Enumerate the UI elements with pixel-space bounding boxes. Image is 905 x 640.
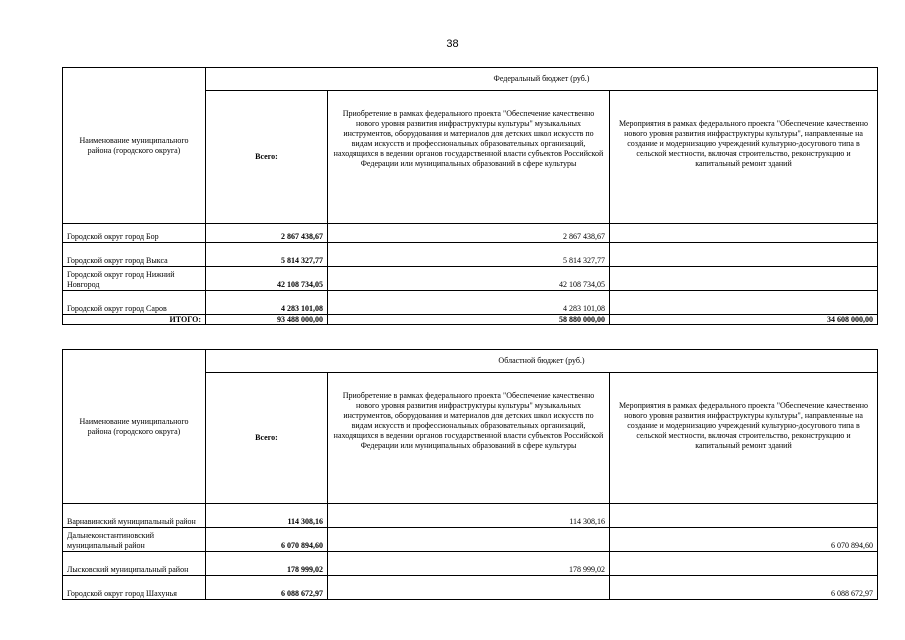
- row-name: Лысковский муниципальный район: [63, 552, 206, 576]
- total-sum: 93 488 000,00: [206, 315, 328, 325]
- column-header-name: Наименование муниципального района (городского округа): [63, 350, 206, 504]
- row-rural: 6 088 672,97: [610, 576, 878, 600]
- row-total: 6 070 894,60: [206, 528, 328, 552]
- row-name: Городской округ город Нижний Новгород: [63, 267, 206, 291]
- row-instruments: 5 814 327,77: [328, 243, 610, 267]
- column-header-name: Наименование муниципального района (городского округа): [63, 68, 206, 224]
- row-instruments: [328, 576, 610, 600]
- row-name: Городской округ город Саров: [63, 291, 206, 315]
- table-row: [63, 267, 878, 291]
- column-header-total: Всего:: [206, 91, 328, 224]
- row-rural: [610, 552, 878, 576]
- regional-budget-title: Областной бюджет (руб.): [206, 350, 878, 373]
- row-total: 42 108 734,05: [206, 267, 328, 291]
- regional-title-row: [63, 350, 878, 373]
- column-header-instruments: Приобретение в рамках федерального проекта "Обеспечение качественно нового уровня развития инфраструктуры культуры" музыкальных инструментов, оборудования и материалов для детских школ искусств по видам искусств и профессиональных образовательных организаций, находящихся в ведении органов государственной власти субъектов Российской Федерации или муниципальных образований в сфере культуры: [328, 91, 610, 224]
- column-header-total: Всего:: [206, 373, 328, 504]
- row-instruments: 2 867 438,67: [328, 224, 610, 243]
- row-rural: [610, 504, 878, 528]
- row-instruments: [328, 528, 610, 552]
- row-name: Городской округ город Выкса: [63, 243, 206, 267]
- total-row: [63, 315, 878, 325]
- table-row: [63, 224, 878, 243]
- row-total: 5 814 327,77: [206, 243, 328, 267]
- row-rural: [610, 224, 878, 243]
- row-total: 4 283 101,08: [206, 291, 328, 315]
- row-rural: [610, 243, 878, 267]
- table-row: [63, 243, 878, 267]
- column-header-rural: Мероприятия в рамках федерального проекта "Обеспечение качественно нового уровня развития инфраструктуры культуры", направленные на создание и модернизацию учреждений культурно-досугового типа в сельской местности, включая строительство, реконструкцию и капитальный ремонт зданий: [610, 91, 878, 224]
- total-label: ИТОГО:: [63, 315, 206, 325]
- federal-budget-title: Федеральный бюджет (руб.): [206, 68, 878, 91]
- row-rural: 6 070 894,60: [610, 528, 878, 552]
- row-total: 178 999,02: [206, 552, 328, 576]
- row-total: 114 308,16: [206, 504, 328, 528]
- row-total: 6 088 672,97: [206, 576, 328, 600]
- row-rural: [610, 267, 878, 291]
- row-name: Городской округ город Шахунья: [63, 576, 206, 600]
- row-rural: [610, 291, 878, 315]
- total-instruments: 58 880 000,00: [328, 315, 610, 325]
- row-instruments: 4 283 101,08: [328, 291, 610, 315]
- table-row: [63, 291, 878, 315]
- row-instruments: 42 108 734,05: [328, 267, 610, 291]
- table-row: [63, 552, 878, 576]
- federal-budget-table: [62, 67, 878, 325]
- table-row: [63, 504, 878, 528]
- table-row: [63, 528, 878, 552]
- row-total: 2 867 438,67: [206, 224, 328, 243]
- table-row: [63, 576, 878, 600]
- row-name: Городской округ город Бор: [63, 224, 206, 243]
- row-name: Варнавинский муниципальный район: [63, 504, 206, 528]
- row-name: Дальнеконстантиновский муниципальный район: [63, 528, 206, 552]
- row-instruments: 114 308,16: [328, 504, 610, 528]
- federal-title-row: [63, 68, 878, 91]
- column-header-instruments: Приобретение в рамках федерального проекта "Обеспечение качественно нового уровня развития инфраструктуры культуры" музыкальных инструментов, оборудования и материалов для детских школ искусств по видам искусств и профессиональных образовательных организаций, находящихся в ведении органов государственной власти субъектов Российской Федерации или муниципальных образований в сфере культуры: [328, 373, 610, 504]
- row-instruments: 178 999,02: [328, 552, 610, 576]
- column-header-rural: Мероприятия в рамках федерального проекта "Обеспечение качественно нового уровня развития инфраструктуры культуры", направленные на создание и модернизацию учреждений культурно-досугового типа в сельской местности, включая строительство, реконструкцию и капитальный ремонт зданий: [610, 373, 878, 504]
- page-number: 38: [446, 38, 459, 50]
- total-rural: 34 608 000,00: [610, 315, 878, 325]
- regional-budget-table: [62, 349, 878, 600]
